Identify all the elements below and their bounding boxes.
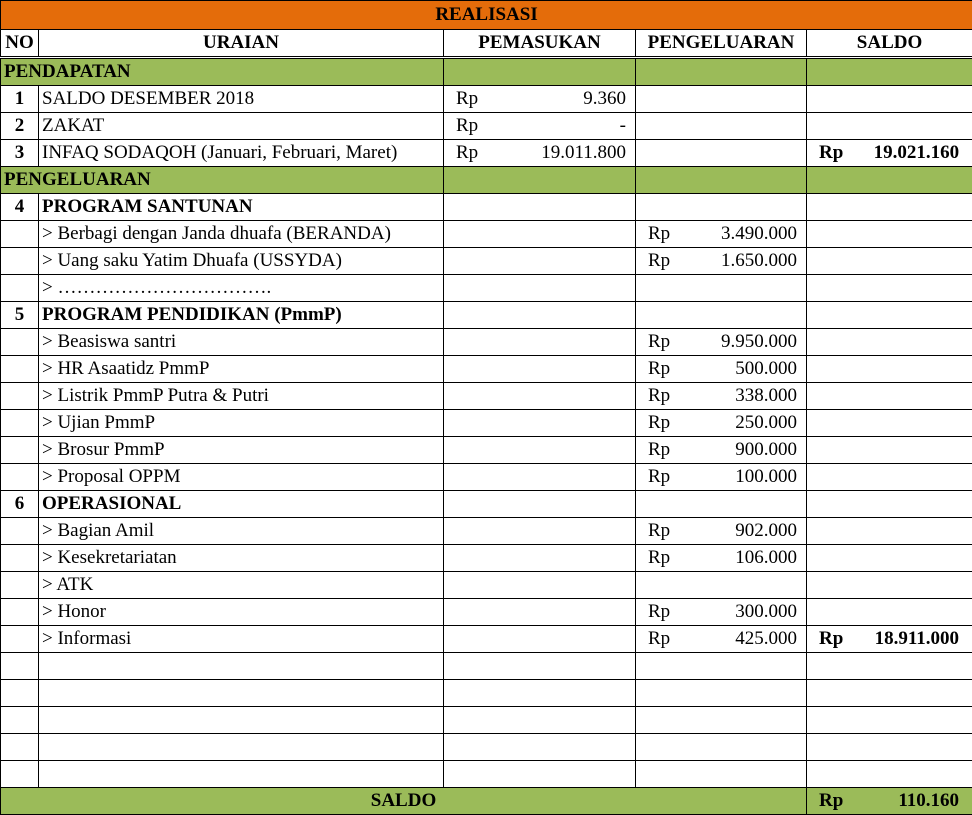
saldo-cell	[807, 599, 972, 626]
pengeluaran-cell-value: 100.000	[735, 464, 797, 490]
pengeluaran-cell-value: 900.000	[735, 437, 797, 463]
empty-row	[1, 761, 972, 788]
empty-cell	[39, 734, 444, 761]
section-cell	[636, 167, 807, 194]
pengeluaran-cell-content	[639, 518, 803, 544]
row-number: 6	[1, 491, 39, 518]
expense-row	[1, 248, 972, 275]
pengeluaran-cell-content	[639, 356, 803, 382]
empty-cell	[807, 707, 972, 734]
expense-row	[1, 221, 972, 248]
row-number: 1	[1, 86, 39, 113]
row-number	[1, 572, 39, 599]
footer-saldo-cell-content	[810, 788, 969, 814]
pengeluaran-cell	[636, 194, 807, 221]
header-pemasukan: PEMASUKAN	[444, 30, 636, 58]
pemasukan-cell	[444, 545, 636, 572]
empty-cell	[444, 761, 636, 788]
pemasukan-cell	[444, 221, 636, 248]
empty-cell	[1, 653, 39, 680]
saldo-cell-value: 19.021.160	[874, 140, 960, 166]
pengeluaran-cell-value: 3.490.000	[721, 221, 797, 247]
saldo-cell	[807, 491, 972, 518]
currency-label: Rp	[648, 518, 670, 544]
pengeluaran-cell	[636, 572, 807, 599]
pemasukan-cell-content	[447, 113, 632, 139]
pengeluaran-cell-value: 250.000	[735, 410, 797, 436]
empty-cell	[1, 761, 39, 788]
row-description: SALDO DESEMBER 2018	[39, 86, 444, 113]
row-number	[1, 518, 39, 545]
row-number	[1, 383, 39, 410]
empty-cell	[636, 680, 807, 707]
expense-row	[1, 329, 972, 356]
saldo-cell	[807, 410, 972, 437]
currency-label: Rp	[456, 140, 478, 166]
pengeluaran-cell-content	[639, 437, 803, 463]
pengeluaran-cell	[636, 437, 807, 464]
saldo-cell	[807, 221, 972, 248]
section-cell	[807, 167, 972, 194]
row-description: > Proposal OPPM	[39, 464, 444, 491]
row-number	[1, 599, 39, 626]
expense-row	[1, 275, 972, 302]
pengeluaran-cell	[636, 599, 807, 626]
row-description: > …………………………….	[39, 275, 444, 302]
pemasukan-cell-value: -	[620, 113, 626, 139]
pemasukan-cell-value: 19.011.800	[541, 140, 626, 166]
row-number	[1, 464, 39, 491]
row-description: > Listrik PmmP Putra & Putri	[39, 383, 444, 410]
pemasukan-cell	[444, 383, 636, 410]
currency-label: Rp	[819, 626, 843, 652]
header-pengeluaran: PENGELUARAN	[636, 30, 807, 58]
expense-row	[1, 383, 972, 410]
row-number	[1, 410, 39, 437]
pemasukan-cell	[444, 248, 636, 275]
currency-label: Rp	[648, 410, 670, 436]
saldo-cell	[807, 194, 972, 221]
empty-cell	[444, 680, 636, 707]
row-number	[1, 248, 39, 275]
title-row	[1, 1, 972, 30]
pengeluaran-cell-content	[639, 221, 803, 247]
title-cell: REALISASI	[1, 1, 972, 30]
row-number	[1, 329, 39, 356]
empty-cell	[444, 734, 636, 761]
empty-cell	[1, 734, 39, 761]
row-description: > Ujian PmmP	[39, 410, 444, 437]
pemasukan-cell	[444, 599, 636, 626]
row-description: > Uang saku Yatim Dhuafa (USSYDA)	[39, 248, 444, 275]
empty-cell	[444, 653, 636, 680]
saldo-cell	[807, 329, 972, 356]
pengeluaran-cell	[636, 410, 807, 437]
empty-cell	[39, 761, 444, 788]
pengeluaran-cell-content	[639, 599, 803, 625]
pengeluaran-cell	[636, 383, 807, 410]
expense-row	[1, 356, 972, 383]
row-description: PROGRAM SANTUNAN	[39, 194, 444, 221]
pemasukan-cell	[444, 464, 636, 491]
pemasukan-cell-content	[447, 140, 632, 166]
income-row	[1, 140, 972, 167]
saldo-cell	[807, 302, 972, 329]
pengeluaran-cell-value: 500.000	[735, 356, 797, 382]
pemasukan-cell-content	[447, 86, 632, 112]
currency-label: Rp	[648, 356, 670, 382]
row-number	[1, 221, 39, 248]
pengeluaran-cell	[636, 626, 807, 653]
pengeluaran-cell-content	[639, 545, 803, 571]
saldo-cell	[807, 356, 972, 383]
pengeluaran-cell	[636, 329, 807, 356]
currency-label: Rp	[648, 464, 670, 490]
pemasukan-cell	[444, 302, 636, 329]
pengeluaran-cell	[636, 356, 807, 383]
pengeluaran-cell-value: 902.000	[735, 518, 797, 544]
header-row	[1, 30, 972, 58]
pemasukan-cell	[444, 356, 636, 383]
pemasukan-cell	[444, 194, 636, 221]
pengeluaran-cell	[636, 302, 807, 329]
empty-row	[1, 653, 972, 680]
expense-group-row	[1, 194, 972, 221]
row-description: > Honor	[39, 599, 444, 626]
saldo-cell	[807, 572, 972, 599]
row-number	[1, 275, 39, 302]
pemasukan-cell	[444, 410, 636, 437]
row-number: 4	[1, 194, 39, 221]
empty-cell	[1, 707, 39, 734]
pengeluaran-cell	[636, 113, 807, 140]
pengeluaran-cell	[636, 275, 807, 302]
currency-label: Rp	[819, 140, 843, 166]
footer-saldo-row	[1, 788, 972, 815]
empty-row	[1, 680, 972, 707]
row-description: INFAQ SODAQOH (Januari, Februari, Maret)	[39, 140, 444, 167]
pengeluaran-cell	[636, 464, 807, 491]
saldo-cell	[807, 626, 972, 653]
pemasukan-cell	[444, 626, 636, 653]
row-description: > HR Asaatidz PmmP	[39, 356, 444, 383]
pengeluaran-cell-value: 425.000	[735, 626, 797, 652]
section-pendapatan-label: PENDAPATAN	[1, 58, 444, 86]
pemasukan-cell	[444, 140, 636, 167]
empty-cell	[1, 680, 39, 707]
pemasukan-cell	[444, 572, 636, 599]
empty-cell	[807, 680, 972, 707]
saldo-cell-content	[810, 626, 969, 652]
currency-label: Rp	[648, 383, 670, 409]
section-pengeluaran-label: PENGELUARAN	[1, 167, 444, 194]
currency-label: Rp	[456, 86, 478, 112]
empty-cell	[636, 761, 807, 788]
pemasukan-cell	[444, 86, 636, 113]
empty-cell	[39, 680, 444, 707]
saldo-cell-value: 18.911.000	[875, 626, 959, 652]
pengeluaran-cell	[636, 491, 807, 518]
footer-saldo-label: SALDO	[1, 788, 807, 815]
pengeluaran-cell-content	[639, 383, 803, 409]
empty-row	[1, 734, 972, 761]
pemasukan-cell	[444, 329, 636, 356]
expense-row	[1, 599, 972, 626]
pemasukan-cell-value: 9.360	[583, 86, 626, 112]
row-description: > Kesekretariatan	[39, 545, 444, 572]
row-description: > Beasiswa santri	[39, 329, 444, 356]
row-description: > Brosur PmmP	[39, 437, 444, 464]
pengeluaran-cell	[636, 86, 807, 113]
currency-label: Rp	[648, 248, 670, 274]
pemasukan-cell	[444, 491, 636, 518]
section-pengeluaran-row	[1, 167, 972, 194]
row-description: > ATK	[39, 572, 444, 599]
pengeluaran-cell	[636, 140, 807, 167]
row-description: > Informasi	[39, 626, 444, 653]
row-description: > Berbagi dengan Janda dhuafa (BERANDA)	[39, 221, 444, 248]
currency-label: Rp	[819, 788, 843, 814]
currency-label: Rp	[456, 113, 478, 139]
section-pendapatan-row	[1, 58, 972, 86]
expense-row	[1, 464, 972, 491]
currency-label: Rp	[648, 437, 670, 463]
expense-row	[1, 518, 972, 545]
expense-row	[1, 626, 972, 653]
row-number	[1, 545, 39, 572]
empty-cell	[39, 707, 444, 734]
currency-label: Rp	[648, 221, 670, 247]
empty-cell	[807, 653, 972, 680]
section-cell	[444, 167, 636, 194]
row-number: 2	[1, 113, 39, 140]
pengeluaran-cell	[636, 518, 807, 545]
pengeluaran-cell-content	[639, 464, 803, 490]
empty-cell	[807, 761, 972, 788]
pemasukan-cell	[444, 518, 636, 545]
pengeluaran-cell-value: 338.000	[735, 383, 797, 409]
currency-label: Rp	[648, 545, 670, 571]
saldo-cell	[807, 140, 972, 167]
currency-label: Rp	[648, 599, 670, 625]
pemasukan-cell	[444, 275, 636, 302]
pengeluaran-cell-value: 106.000	[735, 545, 797, 571]
pengeluaran-cell-value: 300.000	[735, 599, 797, 625]
saldo-cell	[807, 248, 972, 275]
row-number: 5	[1, 302, 39, 329]
row-number	[1, 437, 39, 464]
footer-saldo-cell	[807, 788, 972, 815]
income-row	[1, 113, 972, 140]
row-description: OPERASIONAL	[39, 491, 444, 518]
empty-cell	[39, 653, 444, 680]
footer-saldo-cell-value: 110.160	[898, 788, 959, 814]
row-number	[1, 356, 39, 383]
expense-row	[1, 545, 972, 572]
pemasukan-cell	[444, 113, 636, 140]
header-no: NO	[1, 30, 39, 58]
empty-row	[1, 707, 972, 734]
empty-cell	[636, 734, 807, 761]
empty-cell	[636, 707, 807, 734]
pengeluaran-cell-content	[639, 410, 803, 436]
row-description: > Bagian Amil	[39, 518, 444, 545]
header-saldo: SALDO	[807, 30, 972, 58]
pengeluaran-cell	[636, 248, 807, 275]
pengeluaran-cell-content	[639, 248, 803, 274]
saldo-cell	[807, 113, 972, 140]
empty-cell	[444, 707, 636, 734]
expense-group-row	[1, 302, 972, 329]
expense-row	[1, 410, 972, 437]
pengeluaran-cell-value: 1.650.000	[721, 248, 797, 274]
saldo-cell	[807, 518, 972, 545]
pengeluaran-cell	[636, 545, 807, 572]
pemasukan-cell	[444, 437, 636, 464]
saldo-cell	[807, 86, 972, 113]
saldo-cell	[807, 437, 972, 464]
row-number: 3	[1, 140, 39, 167]
expense-row	[1, 437, 972, 464]
pengeluaran-cell-value: 9.950.000	[721, 329, 797, 355]
expense-row	[1, 572, 972, 599]
saldo-cell	[807, 545, 972, 572]
row-description: ZAKAT	[39, 113, 444, 140]
pengeluaran-cell-content	[639, 626, 803, 652]
empty-cell	[636, 653, 807, 680]
currency-label: Rp	[648, 626, 670, 652]
saldo-cell-content	[810, 140, 969, 166]
saldo-cell	[807, 383, 972, 410]
income-row	[1, 86, 972, 113]
pengeluaran-cell	[636, 221, 807, 248]
empty-cell	[807, 734, 972, 761]
currency-label: Rp	[648, 329, 670, 355]
row-description: PROGRAM PENDIDIKAN (PmmP)	[39, 302, 444, 329]
saldo-cell	[807, 275, 972, 302]
expense-group-row	[1, 491, 972, 518]
header-uraian: URAIAN	[39, 30, 444, 58]
saldo-cell	[807, 464, 972, 491]
row-number	[1, 626, 39, 653]
pengeluaran-cell-content	[639, 329, 803, 355]
